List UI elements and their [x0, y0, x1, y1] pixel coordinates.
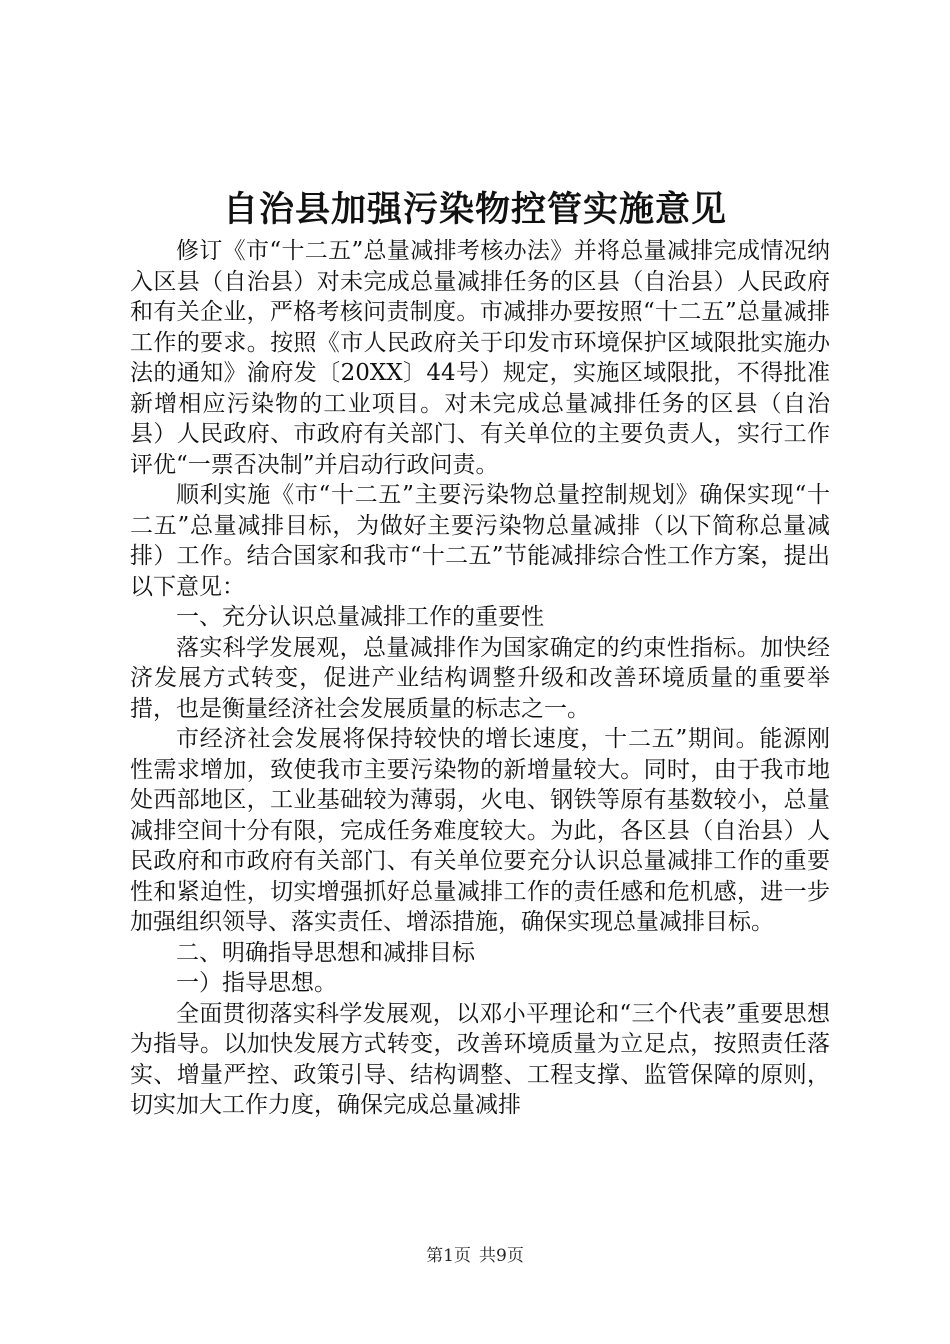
section-heading-2: 二、明确指导思想和减排目标: [176, 939, 475, 966]
document-body: [130, 236, 830, 1121]
section-heading-1: 一、充分认识总量减排工作的重要性: [176, 604, 544, 630]
subsection-heading-1: 一）指导思想。: [176, 970, 337, 996]
paragraph-5: 全面贯彻落实科学发展观，以邓小平理论和“三个代表”重要思想为指导。以加快发展方式转变，改善环境质量为立足点，按照责任落实、增量严控、政策引导、结构调整、工程支撑、监管保障的原则，切实加大工作力度，确保完成总量减排: [130, 1000, 830, 1118]
page-total: 共9页: [479, 1246, 524, 1266]
paragraph-3: 落实科学发展观，总量减排作为国家确定的约束性指标。加快经济发展方式转变，促进产业结构调整升级和改善环境质量的重要举措，也是衡量经济社会发展质量的标志之一。: [130, 634, 830, 722]
paragraph-2: 顺利实施《市“十二五”主要污染物总量控制规划》确保实现“十二五”总量减排目标，为做好主要污染物总量减排（以下简称总量减排）工作。结合国家和我市“十二五”节能减排综合性工作方案，提出以下意见：: [130, 482, 830, 600]
page-number: 第1页: [426, 1246, 471, 1266]
page-footer: [0, 1244, 950, 1268]
document-title: 自治县加强污染物控管实施意见: [222, 189, 727, 230]
paragraph-4: 市经济社会发展将保持较快的增长速度，十二五”期间。能源刚性需求增加，致使我市主要污染物的新增量较大。同时，由于我市地处西部地区，工业基础较为薄弱，火电、钢铁等原有基数较小，总量减排空间十分有限，完成任务难度较大。为此，各区县（自治县）人民政府和市政府有关部门、有关单位要充分认识总量减排工作的重要性和紧迫性，切实增强抓好总量减排工作的责任感和危机感，进一步加强组织领导、落实责任、增添措施，确保实现总量减排目标。: [130, 726, 830, 935]
paragraph-1: 修订《市“十二五”总量减排考核办法》并将总量减排完成情况纳入区县（自治县）对未完成总量减排任务的区县（自治县）人民政府和有关企业，严格考核问责制度。市减排办要按照“十二五”总量减排工作的要求。按照《市人民政府关于印发市环境保护区域限批实施办法的通知》渝府发〔20XX〕44号）规定，实施区域限批，不得批准新增相应污染物的工业项目。对未完成总量减排任务的区县（自治县）人民政府、市政府有关部门、有关单位的主要负责人，实行工作评优“一票否决制”并启动行政问责。: [130, 238, 830, 478]
